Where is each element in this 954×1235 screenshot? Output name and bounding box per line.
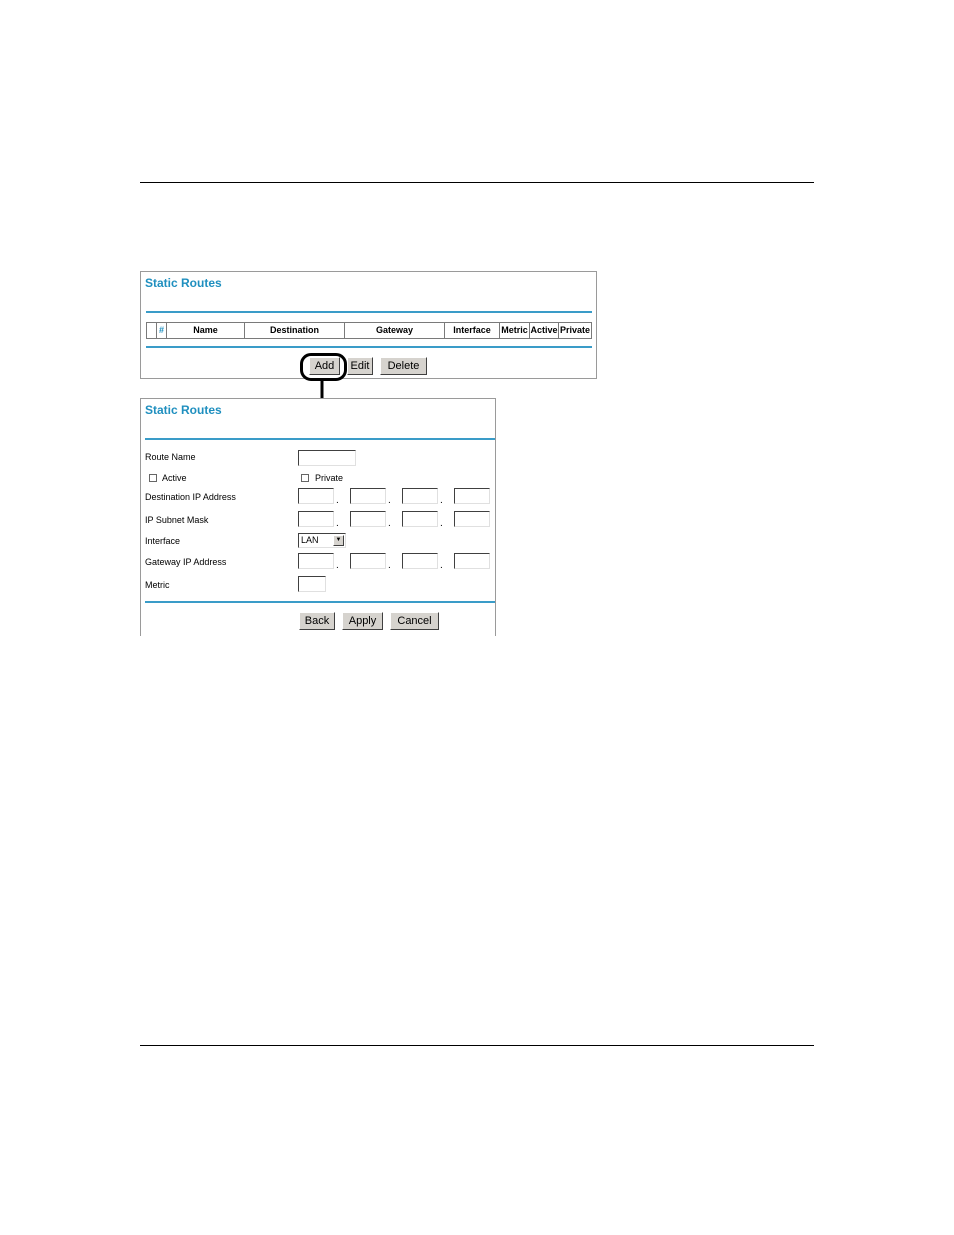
subnet-mask-octet-2[interactable] — [350, 511, 386, 527]
active-checkbox[interactable] — [149, 474, 157, 482]
form-bottom-divider — [145, 601, 495, 603]
col-metric: Metric — [499, 322, 530, 339]
dot-separator: . — [388, 518, 391, 529]
form-title-divider — [145, 438, 495, 440]
page-title: Static Routes — [145, 276, 222, 290]
col-destination: Destination — [244, 322, 345, 339]
bottom-rule — [140, 1045, 814, 1046]
form-title: Static Routes — [145, 403, 222, 417]
subnet-mask-octet-3[interactable] — [402, 511, 438, 527]
route-name-label: Route Name — [145, 452, 196, 462]
subnet-mask-octet-4[interactable] — [454, 511, 490, 527]
dot-separator: . — [336, 560, 339, 571]
active-label: Active — [162, 473, 187, 483]
chevron-down-icon[interactable]: ▼ — [333, 535, 344, 546]
static-routes-list-panel — [140, 271, 597, 379]
gateway-ip-octet-4[interactable] — [454, 553, 490, 569]
gateway-ip-octet-2[interactable] — [350, 553, 386, 569]
private-label: Private — [315, 473, 344, 483]
col-name: Name — [166, 322, 245, 339]
destination-ip-octet-2[interactable] — [350, 488, 386, 504]
dot-separator: . — [388, 560, 391, 571]
subnet-mask-label: IP Subnet Mask — [145, 515, 209, 525]
dot-separator: . — [440, 495, 443, 506]
metric-label: Metric — [145, 580, 170, 590]
destination-ip-label: Destination IP Address — [145, 492, 236, 502]
private-checkbox[interactable] — [301, 474, 309, 482]
back-button[interactable]: Back — [299, 612, 335, 630]
col-private: Private — [558, 322, 592, 339]
col-interface: Interface — [444, 322, 500, 339]
dot-separator: . — [440, 518, 443, 529]
title-divider — [146, 311, 592, 313]
add-button-highlight — [300, 353, 347, 381]
route-name-input[interactable] — [298, 450, 356, 466]
col-gateway: Gateway — [344, 322, 445, 339]
gateway-ip-octet-3[interactable] — [402, 553, 438, 569]
dot-separator: . — [388, 495, 391, 506]
add-button[interactable]: Add — [309, 357, 340, 375]
interface-select-value: LAN — [301, 535, 319, 545]
table-divider — [146, 346, 592, 348]
subnet-mask-octet-1[interactable] — [298, 511, 334, 527]
apply-button[interactable]: Apply — [342, 612, 383, 630]
destination-ip-octet-4[interactable] — [454, 488, 490, 504]
delete-button[interactable]: Delete — [380, 357, 427, 375]
dot-separator: . — [336, 495, 339, 506]
col-active: Active — [529, 322, 559, 339]
interface-select[interactable] — [298, 533, 346, 548]
static-routes-edit-panel — [140, 398, 496, 636]
col-index: # — [156, 322, 167, 339]
metric-input[interactable] — [298, 576, 326, 592]
dot-separator: . — [336, 518, 339, 529]
cancel-button[interactable]: Cancel — [390, 612, 439, 630]
dot-separator: . — [440, 560, 443, 571]
gateway-ip-octet-1[interactable] — [298, 553, 334, 569]
gateway-ip-label: Gateway IP Address — [145, 557, 227, 567]
destination-ip-octet-1[interactable] — [298, 488, 334, 504]
top-rule — [140, 182, 814, 183]
interface-label: Interface — [145, 536, 181, 546]
edit-button[interactable]: Edit — [347, 357, 373, 375]
destination-ip-octet-3[interactable] — [402, 488, 438, 504]
